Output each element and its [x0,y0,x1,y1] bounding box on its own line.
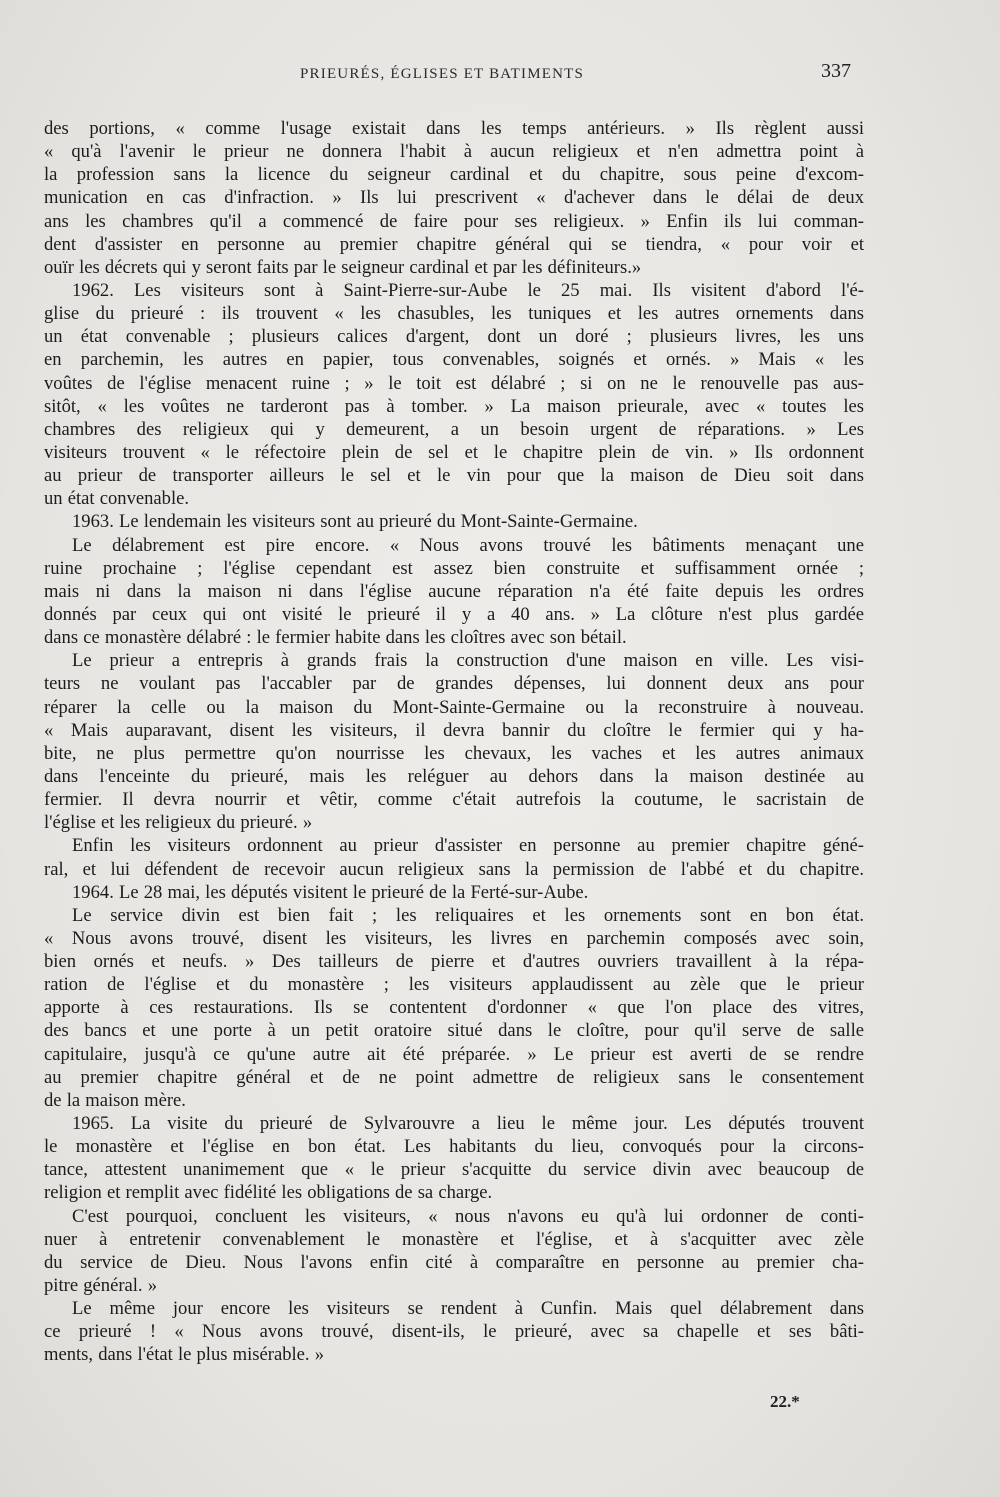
text-line: la profession sans la licence du seigneur cardinal et du chapitre, sous peine d'excom- [44,164,864,186]
text-line: chambres des religieux qui y demeurent, a un besoin urgent de réparations. » Les [44,418,864,440]
text-line: pitre général. » [44,1275,158,1297]
text-line: ouïr les décrets qui y seront faits par le seigneur cardinal et par les définiteurs.» [44,256,642,278]
text-line: bien ornés et neufs. » Des tailleurs de pierre et d'autres ouvriers travaillent à la répa- [44,951,864,973]
text-line: ans les chambres qu'il a commencé de faire pour ses religieux. » Enfin ils lui comman- [44,210,864,232]
body-text [44,117,864,1367]
text-line: ruine prochaine ; l'église cependant est assez bien construite et suffisamment ornée ; [44,557,864,579]
text-line: au premier chapitre général et de ne point admettre de religieux sans le consentement [44,1066,864,1088]
text-line: tance, attestent unanimement que « le prieur s'acquitte du service divin avec beaucoup de [44,1159,864,1181]
text-line: ral, et lui défendent de recevoir aucun religieux sans la permission de l'abbé et du chapitre. [44,858,864,880]
text-line: teurs ne voulant pas l'accabler par de grandes dépenses, lui donnent deux ans pour [44,673,864,695]
text-line: nuer à entretenir convenablement le monastère et l'église, et à s'acquitter avec zèle [44,1228,864,1250]
text-line: en parchemin, les autres en papier, tous convenables, soignés et ornés. » Mais « les [44,349,864,371]
text-line: des portions, « comme l'usage existait dans les temps antérieurs. » Ils règlent aussi [44,118,864,139]
text-line: Enfin les visiteurs ordonnent au prieur d'assister en personne au premier chapitre géné- [72,835,864,857]
text-line: Le prieur a entrepris à grands frais la construction d'une maison en ville. Les visi- [72,650,864,672]
text-line: fermier. Il devra nourrir et vêtir, comme c'était autrefois la coutume, le sacristain de [44,789,864,811]
text-line: au prieur de transporter ailleurs le sel et le vin pour que la maison de Dieu soit dans [44,465,864,487]
running-head: PRIEURÉS, ÉGLISES ET BATIMENTS [300,66,585,82]
signature-mark: 22.* [770,1392,800,1411]
text-line: mais ni dans la maison ni dans l'église aucune réparation n'a été faite depuis les ordres [44,580,864,602]
text-line: « Nous avons trouvé, disent les visiteurs, les livres en parchemin composés avec soin, [44,927,864,949]
text-line: glise du prieuré : ils trouvent « les chasubles, les tuniques et les autres ornements dans [44,303,864,325]
text-line: réparer la celle ou la maison du Mont-Sainte-Germaine ou la reconstruire à nouveau. [44,696,864,718]
text-line: l'église et les religieux du prieuré. » [44,812,313,834]
text-line: voûtes de l'église menacent ruine ; » le toit est délabré ; si on ne le renouvelle pas aus- [44,372,864,394]
text-line: sitôt, « les voûtes ne tarderont pas à tomber. » La maison prieurale, avec « toutes les [44,395,864,417]
text-line: dent d'assister en personne au premier chapitre général qui se tiendra, « pour voir et [44,233,864,255]
text-line: ce prieuré ! « Nous avons trouvé, disent-ils, le prieuré, avec sa chapelle et ses bâti- [44,1321,864,1343]
text-line: dans l'enceinte du prieuré, mais les reléguer au dehors dans la maison destinée au [44,765,864,787]
text-line: religion et remplit avec fidélité les obligations de sa charge. [44,1182,493,1204]
text-line: de la maison mère. [44,1089,186,1111]
text-line: C'est pourquoi, concluent les visiteurs, « nous n'avons eu qu'à lui ordonner de conti- [72,1205,864,1227]
text-line: « qu'à l'avenir le prieur ne donnera l'habit à aucun religieux et n'en admettra point à [44,141,864,163]
text-line: munication en cas d'infraction. » Ils lui prescrivent « d'achever dans le délai de deux [44,187,864,209]
text-line: donnés par ceux qui ont visité le prieuré il y a 40 ans. » La clôture n'est plus gardée [44,603,864,625]
text-line: 1965. La visite du prieuré de Sylvarouvre a lieu le même jour. Les députés trouvent [72,1113,864,1135]
text-line: dans ce monastère délabré : le fermier habite dans les cloîtres avec son bétail. [44,627,627,649]
text-line: un état convenable ; plusieurs calices d'argent, dont un doré ; plusieurs livres, les uns [44,326,864,348]
page-number: 337 [821,60,851,82]
text-line: ments, dans l'état le plus misérable. » [44,1344,325,1366]
text-line: « Mais auparavant, disent les visiteurs, il devra bannir du cloître le fermier qui y ha- [44,719,864,741]
text-line: apporte à ces restaurations. Ils se contentent d'ordonner « que l'on place des vitres, [44,997,864,1019]
text-line: le monastère et l'église en bon état. Les habitants du lieu, convoqués pour la circons- [44,1136,864,1158]
text-line: Le service divin est bien fait ; les reliquaires et les ornements sont en bon état. [72,904,864,926]
text-line: 1964. Le 28 mai, les députés visitent le prieuré de la Ferté-sur-Aube. [72,881,589,903]
text-line: 1963. Le lendemain les visiteurs sont au prieuré du Mont-Sainte-Germaine. [72,511,638,533]
text-line: ration de l'église et du monastère ; les visiteurs applaudissent au zèle que le prieur [44,974,864,996]
text-line: un état convenable. [44,488,190,510]
text-line: 1962. Les visiteurs sont à Saint-Pierre-sur-Aube le 25 mai. Ils visitent d'abord l'é- [72,279,864,301]
text-line: visiteurs trouvent « le réfectoire plein de sel et le chapitre plein de vin. » Ils ordonnent [44,441,864,463]
text-line: Le même jour encore les visiteurs se rendent à Cunfin. Mais quel délabrement dans [72,1298,864,1320]
text-line: capitulaire, jusqu'à ce qu'une autre ait été préparée. » Le prieur est averti de se rendre [44,1043,864,1065]
text-line: Le délabrement est pire encore. « Nous avons trouvé les bâtiments menaçant une [72,534,864,556]
text-line: des bancs et une porte à un petit oratoire situé dans le cloître, pour qu'il serve de salle [44,1020,864,1042]
text-line: bite, ne plus permettre qu'on nourrisse les chevaux, les vaches et les autres animaux [44,742,864,764]
text-line: du service de Dieu. Nous l'avons enfin cité à comparaître en personne au premier cha- [44,1251,864,1273]
